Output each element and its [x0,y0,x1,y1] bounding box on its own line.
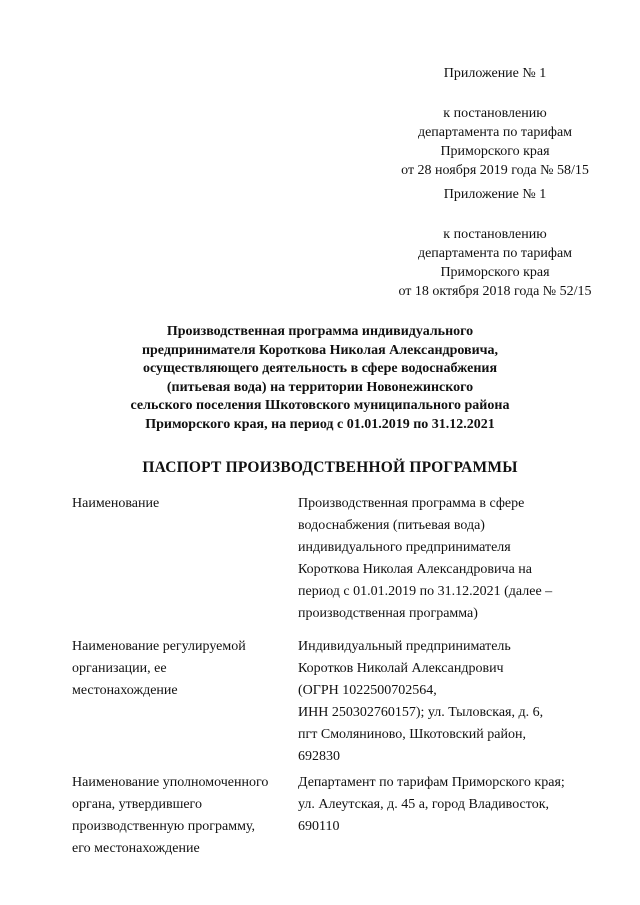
program-heading [100,323,540,434]
row-value [298,493,618,625]
value-line: индивидуального предпринимателя [298,540,511,555]
label-line: Наименование уполномоченного [72,775,269,790]
appendix-line: департамента по тарифам [417,246,573,261]
value-line: ул. Алеутская, д. 45 а, город Владивосток, [298,797,549,812]
label-line: местонахождение [72,683,178,698]
label-line: органа, утвердившего [72,797,202,812]
value-line: Производственная программа в сфере [298,496,525,511]
appendix-line: департамента по тарифам [417,125,573,140]
label-line: его местонахождение [72,841,200,856]
row-label [72,636,290,702]
appendix-line: к постановлению [443,106,547,121]
row-value [298,636,618,768]
value-line: Индивидуальный предприниматель [298,639,511,654]
value-line: производственная программа) [298,606,478,621]
heading-line: предпринимателя Короткова Николая Александровича, [141,342,499,358]
passport-title: ПАСПОРТ ПРОИЗВОДСТВЕННОЙ ПРОГРАММЫ [142,459,518,476]
label-line: Наименование регулируемой [72,639,246,654]
appendix-line: к постановлению [443,227,547,242]
appendix-line: Приморского края [440,265,550,280]
appendix-line: от 28 ноября 2019 года № 58/15 [401,163,589,178]
heading-line: осуществляющего деятельность в сфере водоснабжения [142,361,498,376]
row-label [72,772,290,860]
value-line: 692830 [298,749,340,764]
label-line: производственную программу, [72,819,256,834]
appendix-line: Приморского края [440,144,550,159]
label-line: Наименование [72,496,160,511]
appendix-block-current [360,64,630,180]
row-label [72,493,290,515]
heading-line: (питьевая вода) на территории Новонежинского [166,379,474,395]
appendix-title: Приложение № 1 [443,187,547,202]
heading-line: сельского поселения Шкотовского муниципального района [130,398,510,413]
appendix-line: от 18 октября 2018 года № 52/15 [398,284,592,299]
value-line: Короткова Николая Александровича на [298,562,532,577]
value-line: ИНН 250302760157); ул. Тыловская, д. 6, [298,705,544,720]
heading-line: Приморского края, на период с 01.01.2019 по 31.12.2021 [145,416,495,432]
value-line: (ОГРН 1022500702564, [298,683,437,698]
appendix-block-original [360,185,630,301]
label-line: организации, ее [72,661,167,676]
value-line: Департамент по тарифам Приморского края; [298,775,565,790]
value-line: водоснабжения (питьевая вода) [298,518,485,533]
value-line: Коротков Николай Александрович [298,661,504,676]
heading-line: Производственная программа индивидуального [166,324,474,339]
appendix-title: Приложение № 1 [443,66,547,81]
row-value [298,772,618,838]
value-line: 690110 [298,819,340,834]
value-line: пгт Смоляниново, Шкотовский район, [298,727,526,742]
value-line: период с 01.01.2019 по 31.12.2021 (далее – [298,584,553,599]
